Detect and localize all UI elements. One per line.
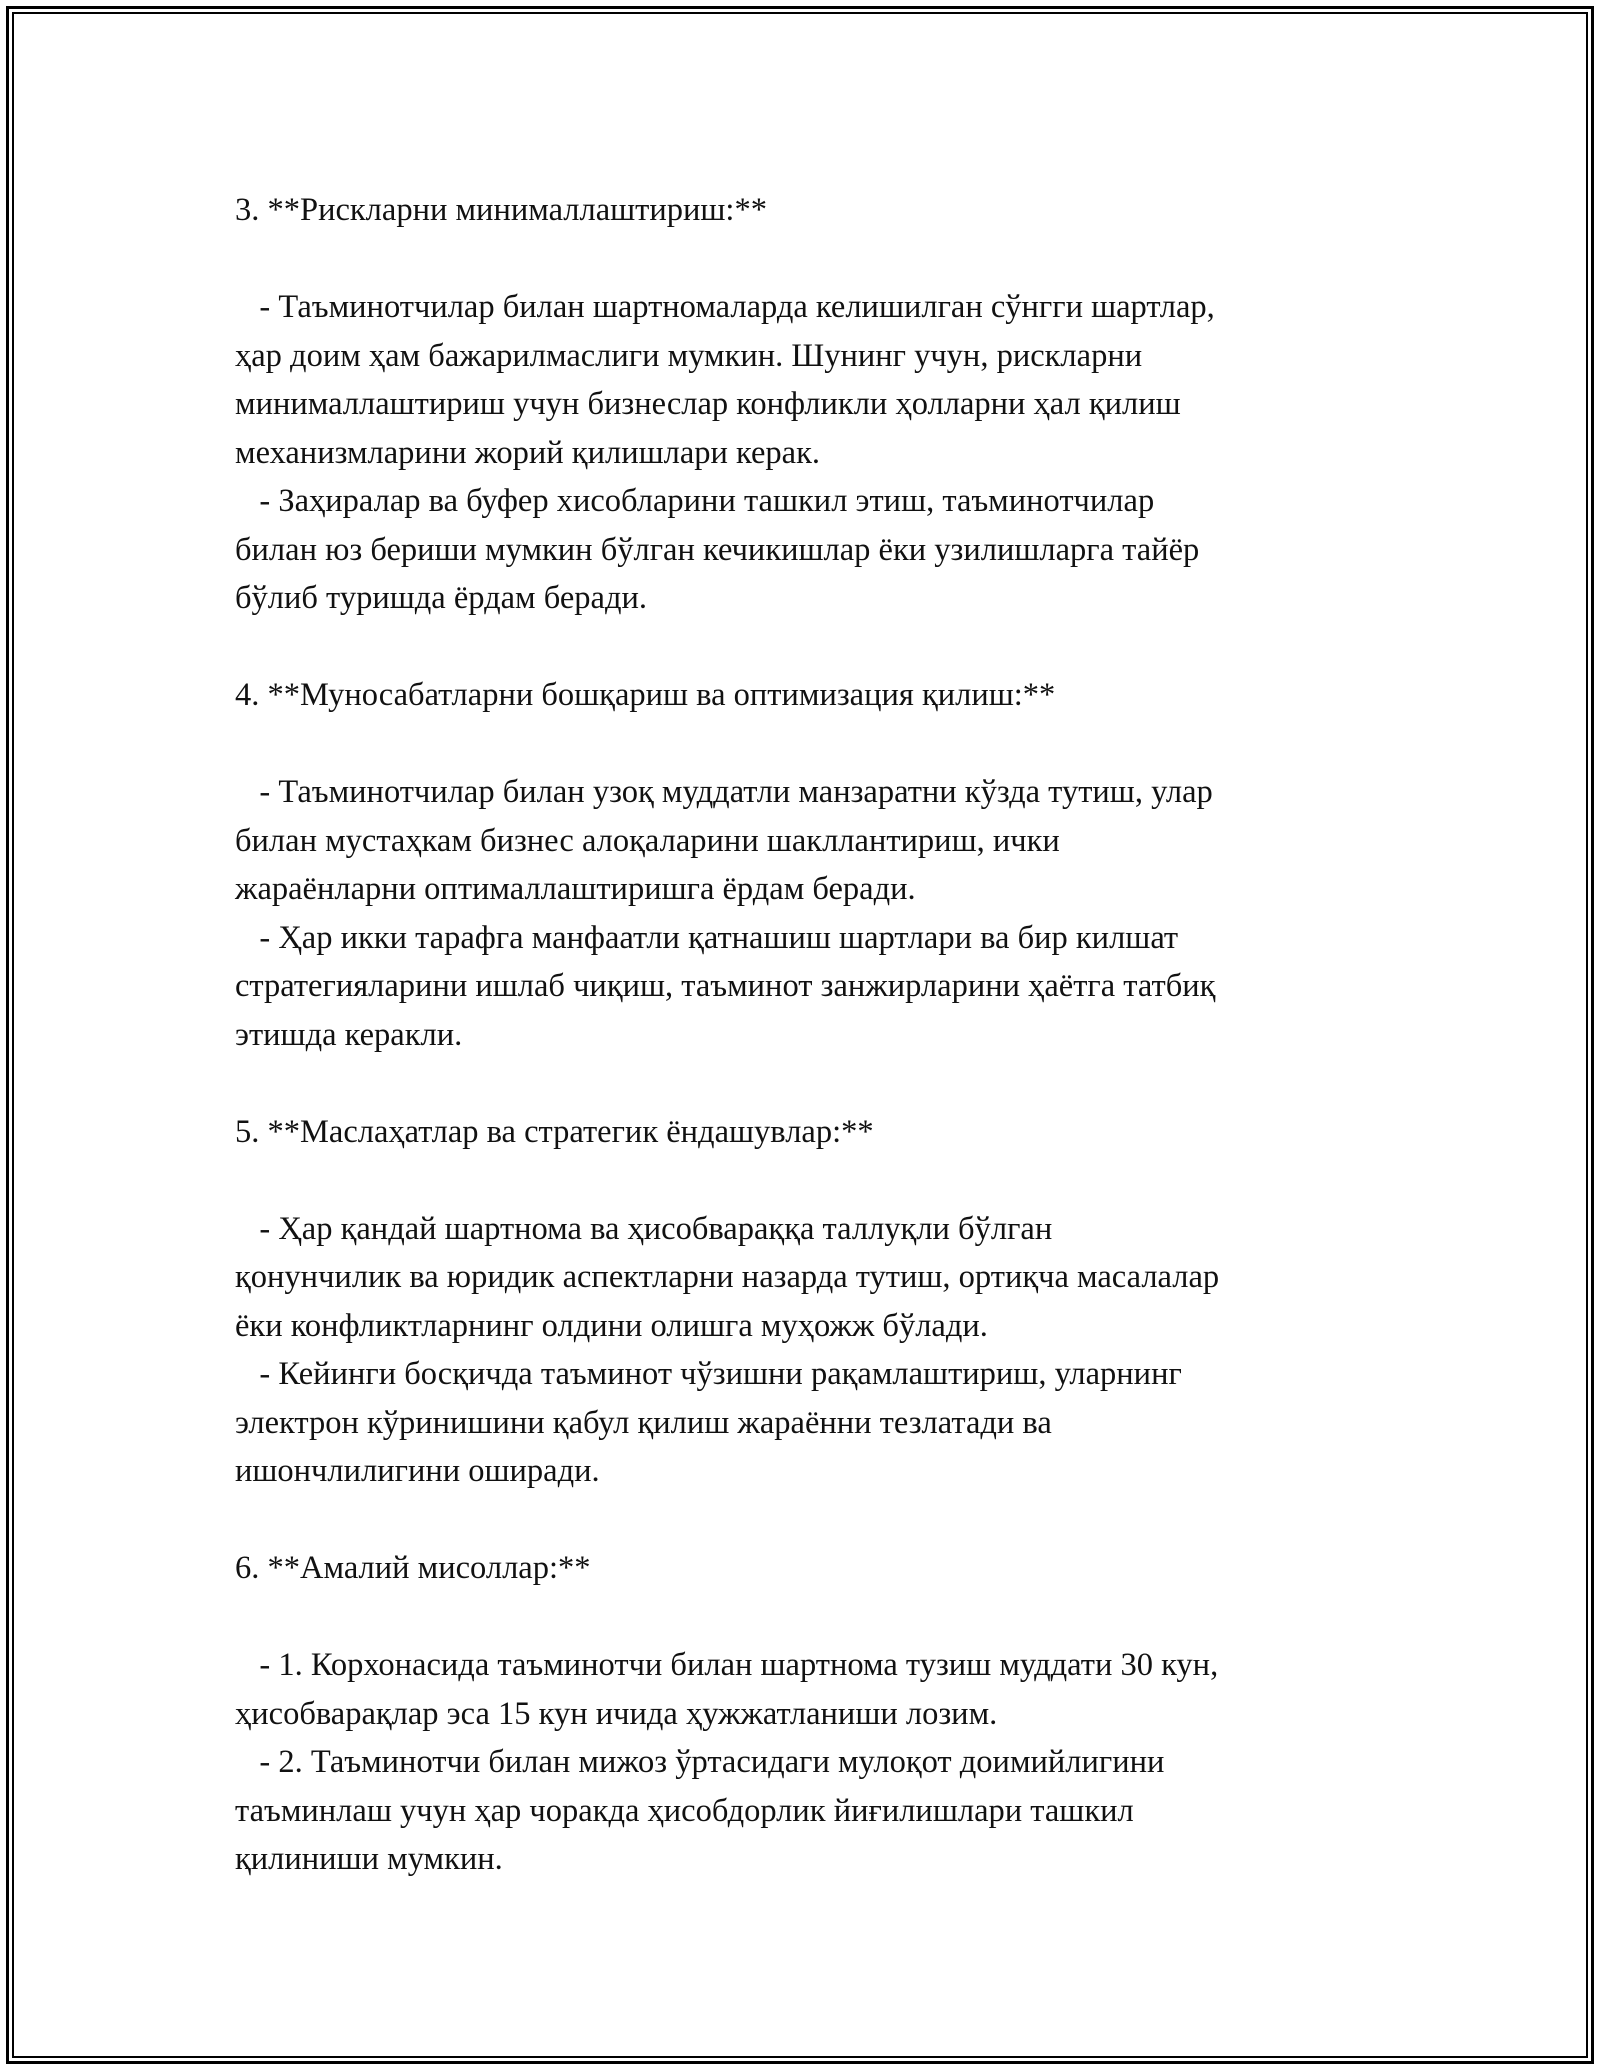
text-line: билан мустаҳкам бизнес алоқаларини шакллантириш, ички	[235, 822, 1060, 859]
bullet-paragraph	[235, 1641, 1365, 1738]
text-line: - 1. Корхонасида таъминотчи билан шартнома тузиш муддати 30 кун,	[235, 1647, 1219, 1683]
text-line: - Ҳар қандай шартнома ва ҳисобвараққа таллуқли бўлган	[235, 1210, 1053, 1247]
bullet-paragraph	[235, 768, 1365, 914]
text-line: ишончлилигини оширади.	[235, 1453, 600, 1489]
section-heading: 5. **Маслаҳатлар ва стратегик ёндашувлар:**	[235, 1113, 874, 1150]
section-advice-strategies	[235, 1108, 1365, 1496]
section-relationship-management	[235, 671, 1365, 1059]
section-heading: 6. **Амалий мисоллар:**	[235, 1550, 591, 1586]
section-heading: 4. **Муносабатларни бошқариш ва оптимизация қилиш:**	[235, 677, 1056, 713]
bullet-paragraph	[235, 477, 1365, 623]
text-line: этишда керакли.	[235, 1016, 463, 1053]
text-line: жараёнларни оптималлаштиришга ёрдам беради.	[235, 871, 916, 907]
bullet-paragraph	[235, 1205, 1365, 1351]
text-line: бўлиб туришда ёрдам беради.	[235, 580, 647, 616]
bullet-paragraph	[235, 1738, 1365, 1884]
text-line: ёки конфликтларнинг олдини олишга муҳожж бўлади.	[235, 1307, 988, 1344]
bullet-paragraph	[235, 914, 1365, 1060]
section-risk-minimization	[235, 186, 1365, 623]
text-line: билан юз бериши мумкин бўлган кечикишлар ёки узилишларга тайёр	[235, 531, 1200, 568]
text-line: ҳисобварақлар эса 15 кун ичида ҳужжатланиши лозим.	[235, 1695, 998, 1732]
section-practical-examples	[235, 1544, 1365, 1884]
document-body	[235, 186, 1365, 1884]
text-line: - Заҳиралар ва буфер хисобларини ташкил этиш, таъминотчилар	[235, 483, 1155, 519]
text-line: ҳар доим ҳам бажарилмаслиги мумкин. Шунинг учун, рискларни	[235, 337, 1143, 374]
bullet-paragraph	[235, 283, 1365, 477]
text-line: минималлаштириш учун бизнеслар конфликли ҳолларни ҳал қилиш	[235, 386, 1181, 422]
text-line: стратегияларини ишлаб чиқиш, таъминот занжирларини ҳаётга татбиқ	[235, 968, 1216, 1004]
text-line: қонунчилик ва юридик аспектларни назарда тутиш, ортиқча масалалар	[235, 1259, 1220, 1295]
text-line: - Ҳар икки тарафга манфаатли қатнашиш шартлари ва бир килшат	[235, 919, 1179, 956]
text-line: таъминлаш учун ҳар чоракда ҳисобдорлик йиғилишлари ташкил	[235, 1792, 1134, 1829]
text-line: - Таъминотчилар билан узоқ муддатли манзаратни кўзда тутиш, улар	[235, 774, 1213, 810]
text-line: - 2. Таъминотчи билан мижоз ўртасидаги мулоқот доимийлигини	[235, 1744, 1165, 1780]
text-line: - Таъминотчилар билан шартномаларда келишилган сўнгги шартлар,	[235, 289, 1215, 325]
text-line: - Кейинги босқичда таъминот чўзишни рақамлаштириш, уларнинг	[235, 1356, 1182, 1392]
text-line: электрон кўринишини қабул қилиш жараённи тезлатади ва	[235, 1404, 1052, 1441]
text-line: механизмларини жорий қилишлари керак.	[235, 434, 821, 471]
text-line: қилиниши мумкин.	[235, 1841, 503, 1877]
bullet-paragraph	[235, 1350, 1365, 1496]
section-heading: 3. **Рискларни минималлаштириш:**	[235, 192, 767, 228]
